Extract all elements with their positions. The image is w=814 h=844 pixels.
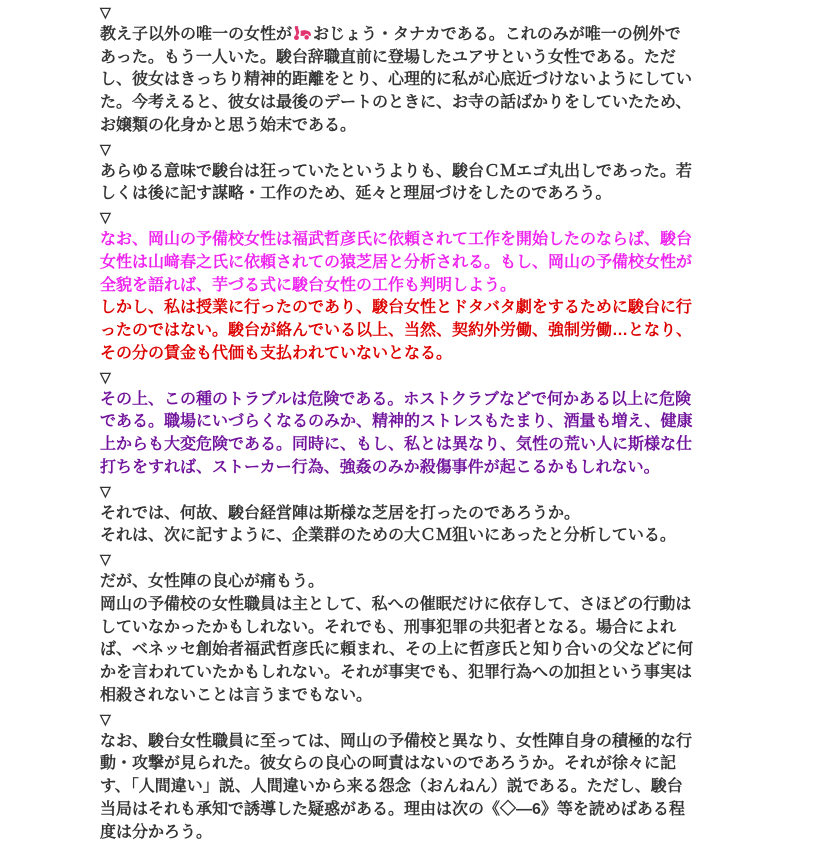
paragraph: それでは、何故、駿台経営陣は斯様な芝居を打ったのであろうか。 (100, 504, 581, 522)
section-marker: ▽ (100, 710, 111, 727)
section-marker: ▽ (100, 368, 111, 385)
section-marker: ▽ (100, 551, 111, 568)
section-marker: ▽ (100, 209, 111, 226)
paragraph: 岡山の予備校の女性職員は主として、私への催眠だけに依存して、さほどの行動はしていなかったかもしれない。それでも、刑事犯罪の共犯者となる。場合によれば、ベネッセ創始者福武哲彦氏に頼まれ、その上に哲彦氏と知り合いの父などに何かを言われていたかもしれない。それが事実でも、犯罪行為への加担という事実は相殺されないことは言うまでもない。 (100, 595, 693, 704)
paragraph: なお、駿台女性職員に至っては、岡山の予備校と異なり、女性陣自身の積極的な行動・攻撃が見られた。彼女らの良心の呵責はないのであろうか。それが徐々に記す、「人間違い」説、人間違いから来る怨念（おんねん）説である。ただし、駿台当局はそれも承知で誘導した疑惑がある。理由は次の《◇―6》等を読めばある程度は分かろう。 (100, 732, 693, 841)
paragraph: だが、女性陣の良心が痛もう。 (100, 572, 325, 590)
paragraph: 教え子以外の唯一の女性が おじょう・タナカである。これのみが唯一の例外であった。もう一人いた。駿台辞職直前に登場したユアサという女性である。ただし、彼女はきっちり精神的距離をとり、心理的に私が心底近づけないようにしていた。今考えると、彼女は最後のデートのときに、お寺の話ばかりをしていたため、お嬢類の化身かと思う始末である。 (100, 25, 693, 134)
scooter-icon (293, 25, 312, 41)
paragraph: あらゆる意味で駿台は狂っていたというよりも、駿台ＣＭエゴ丸出しであった。若しくは後に記す謀略・工作のため、延々と理屈づけをしたのであろう。 (100, 162, 692, 203)
section-marker: ▽ (100, 482, 111, 499)
section-marker: ▽ (100, 140, 111, 157)
paragraph: その上、この種のトラブルは危険である。ホストクラブなどで何かある以上に危険である。職場にいづらくなるのみか、精神的ストレスもたまり、酒量も増え、健康上からも大変危険である。同時に、もし、私とは異なり、気性の荒い人に斯様な仕打ちをすれば、ストーカー行為、強姦のみか殺傷事件が起こるかもしれない。 (100, 390, 693, 476)
article-body (100, 1, 696, 844)
paragraph: なお、岡山の予備校女性は福武哲彦氏に依頼されて工作を開始したのならば、駿台女性は山﨑春之氏に依頼されての猿芝居と分析される。もし、岡山の予備校女性が全貌を語れば、芋づる式に駿台女性の工作も判明しよう。 (100, 230, 693, 294)
paragraph: しかし、私は授業に行ったのであり、駿台女性とドタバタ劇をするために駿台に行ったのではない。駿台が絡んでいる以上、当然、契約外労働、強制労働…となり、その分の賃金も代価も支払われていないとなる。 (100, 299, 693, 362)
section-marker: ▽ (100, 4, 111, 20)
paragraph: それは、次に記すように、企業群のための大ＣＭ狙いにあったと分析している。 (100, 527, 676, 545)
